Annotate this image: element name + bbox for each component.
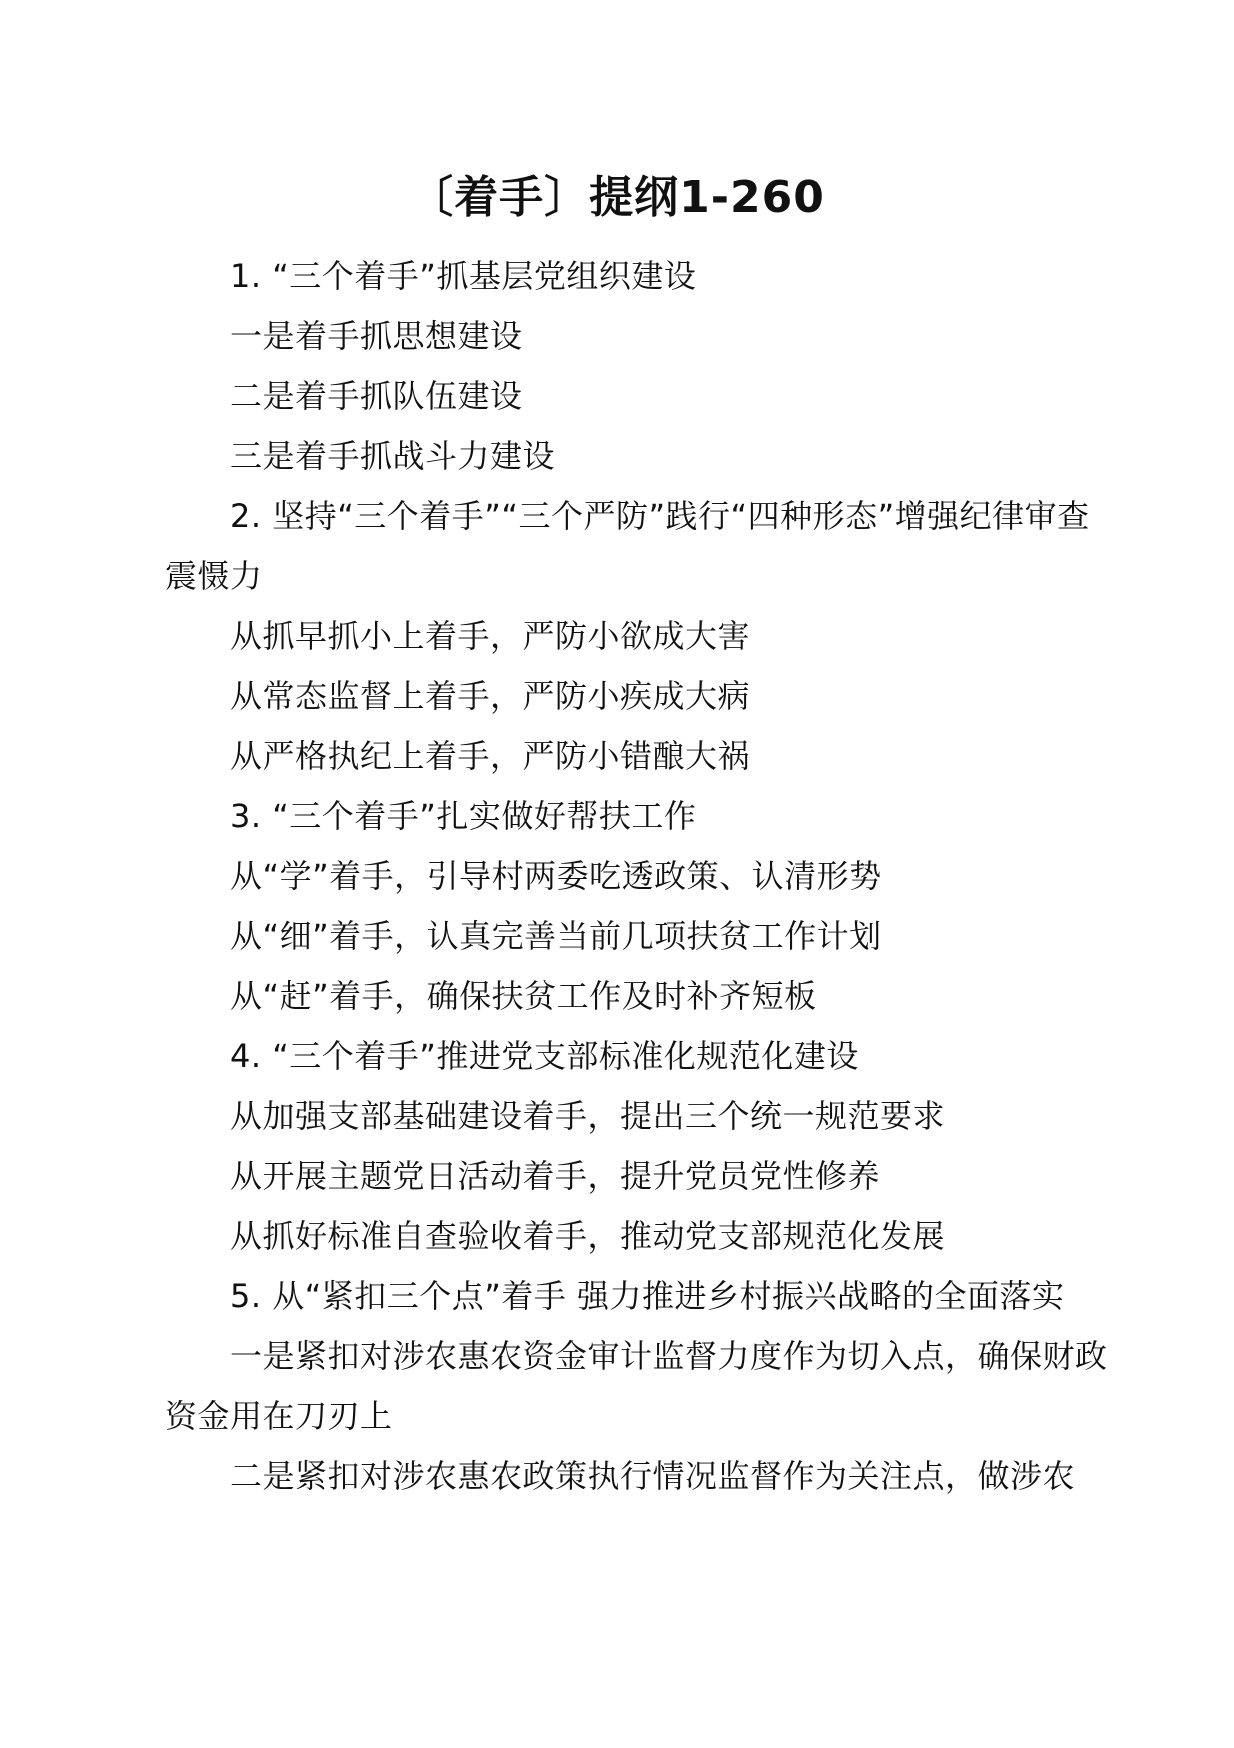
heading-item-1: 1. “三个着手”抓基层党组织建设 — [230, 257, 697, 295]
list-item: 从“学”着手，引导村两委吃透政策、认清形势 — [230, 857, 882, 895]
list-item: 从加强支部基础建设着手，提出三个统一规范要求 — [230, 1097, 946, 1135]
list-item: 从“细”着手，认真完善当前几项扶贫工作计划 — [230, 917, 882, 955]
heading-item-4: 4. “三个着手”推进党支部标准化规范化建设 — [230, 1037, 859, 1075]
list-item: 从抓好标准自查验收着手，推动党支部规范化发展 — [230, 1217, 946, 1255]
heading-item-2: 2. 坚持“三个着手”“三个严防”践行“四种形态”增强纪律审查震慑力 — [165, 497, 1090, 595]
document-title: 〔着手〕提纲1-260 — [409, 172, 825, 223]
document-body — [165, 246, 1115, 1506]
list-item: 二是紧扣对涉农惠农政策执行情况监督作为关注点，做涉农 — [230, 1457, 1076, 1495]
heading-item-5: 5. 从“紧扣三个点”着手 强力推进乡村振兴战略的全面落实 — [230, 1277, 1065, 1315]
list-item: 从严格执纪上着手，严防小错酿大祸 — [230, 737, 751, 775]
list-item: 二是着手抓队伍建设 — [230, 377, 523, 415]
list-item: 从开展主题党日活动着手，提升党员党性修养 — [230, 1157, 881, 1195]
list-item: 从常态监督上着手，严防小疾成大病 — [230, 677, 751, 715]
list-item: 一是紧扣对涉农惠农资金审计监督力度作为切入点，确保财政资金用在刀刃上 — [165, 1337, 1108, 1435]
list-item: 三是着手抓战斗力建设 — [230, 437, 556, 475]
heading-item-3: 3. “三个着手”扎实做好帮扶工作 — [230, 797, 697, 835]
list-item: 一是着手抓思想建设 — [230, 317, 523, 355]
list-item: 从“赶”着手，确保扶贫工作及时补齐短板 — [230, 977, 817, 1015]
list-item: 从抓早抓小上着手，严防小欲成大害 — [230, 617, 751, 655]
